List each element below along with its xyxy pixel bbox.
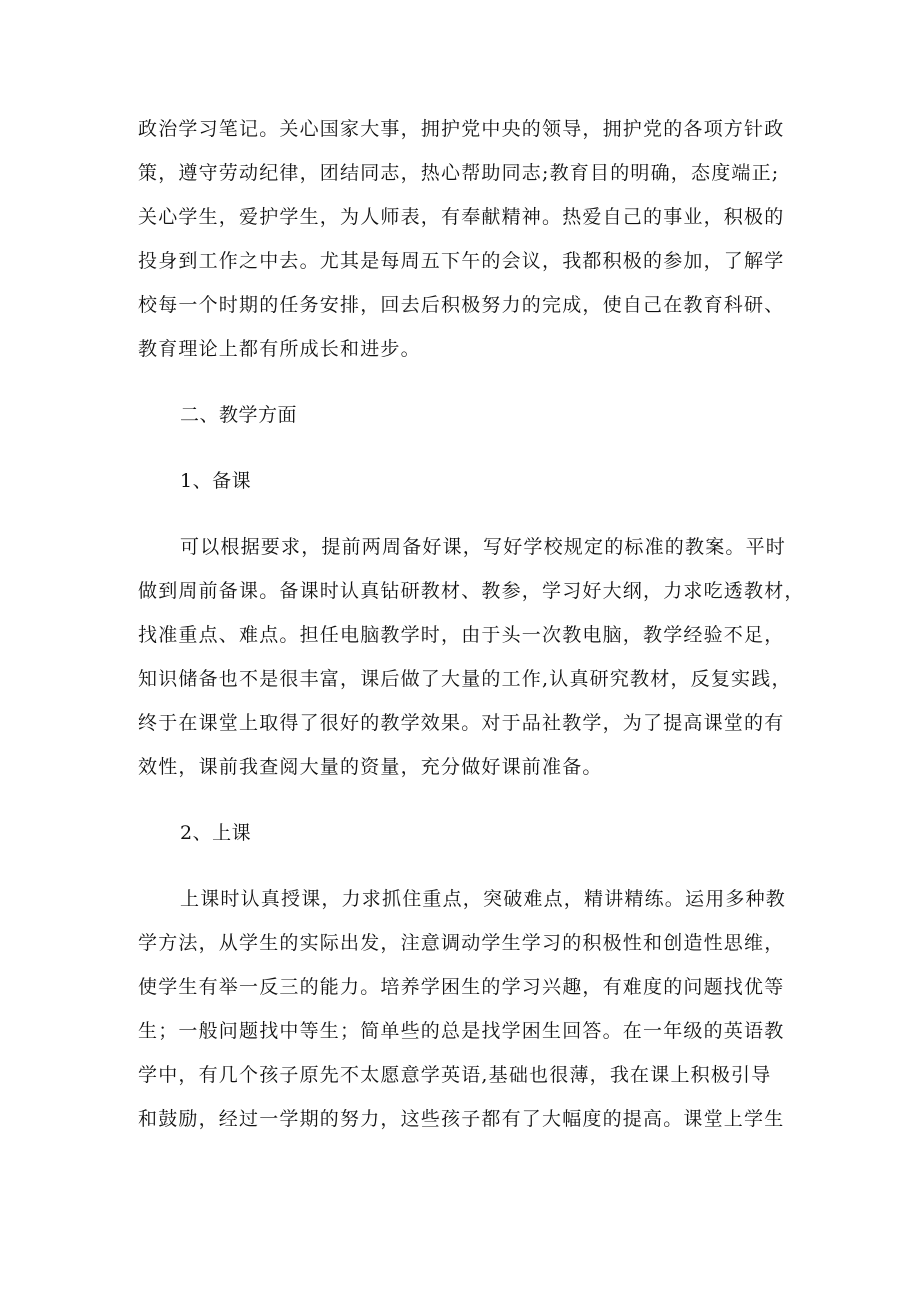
paragraph-line: 和鼓励，经过一学期的努力，这些孩子都有了大幅度的提高。课堂上学生 xyxy=(138,1108,785,1130)
paragraph-line: 策，遵守劳动纪律，团结同志，热心帮助同志;教育目的明确，态度端正; xyxy=(138,162,780,184)
paragraph-line: 找准重点、难点。担任电脑教学时，由于头一次教电脑，教学经验不足， xyxy=(138,624,785,646)
paragraph-line: 终于在课堂上取得了很好的教学效果。对于品社教学，为了提高课堂的有 xyxy=(138,712,785,734)
paragraph-line: 上课时认真授课，力求抓住重点，突破难点，精讲精练。运用多种教 xyxy=(180,888,787,910)
section-heading: 1、备课 xyxy=(180,470,252,492)
paragraph-line: 校每一个时期的任务安排，回去后积极努力的完成，使自己在教育科研、 xyxy=(138,294,785,316)
paragraph-line: 使学生有举一反三的能力。培养学困生的学习兴趣，有难度的问题找优等 xyxy=(138,976,785,998)
paragraph-line: 政治学习笔记。关心国家大事，拥护党中央的领导，拥护党的各项方针政 xyxy=(138,118,785,140)
paragraph-line: 教育理论上都有所成长和进步。 xyxy=(138,338,421,360)
paragraph-line: 学中，有几个孩子原先不太愿意学英语,基础也很薄，我在课上积极引导 xyxy=(138,1064,772,1086)
paragraph-line: 学方法，从学生的实际出发，注意调动学生学习的积极性和创造性思维， xyxy=(138,932,785,954)
section-heading: 2、上课 xyxy=(180,822,252,844)
section-heading: 二、教学方面 xyxy=(180,404,298,426)
paragraph-line: 投身到工作之中去。尤其是每周五下午的会议，我都积极的参加，了解学 xyxy=(138,250,785,272)
paragraph-line: 知识储备也不是很丰富，课后做了大量的工作,认真研究教材，反复实践， xyxy=(138,668,792,690)
paragraph-line: 做到周前备课。备课时认真钻研教材、教参，学习好大纲，力求吃透教材， xyxy=(138,580,805,602)
paragraph-line: 关心学生，爱护学生，为人师表，有奉献精神。热爱自己的事业，积极的 xyxy=(138,206,785,228)
paragraph-line: 可以根据要求，提前两周备好课，写好学校规定的标准的教案。平时 xyxy=(180,536,787,558)
paragraph-line: 效性，课前我查阅大量的资量，充分做好课前准备。 xyxy=(138,756,603,778)
paragraph-line: 生；一般问题找中等生；简单些的总是找学困生回答。在一年级的英语教 xyxy=(138,1020,785,1042)
